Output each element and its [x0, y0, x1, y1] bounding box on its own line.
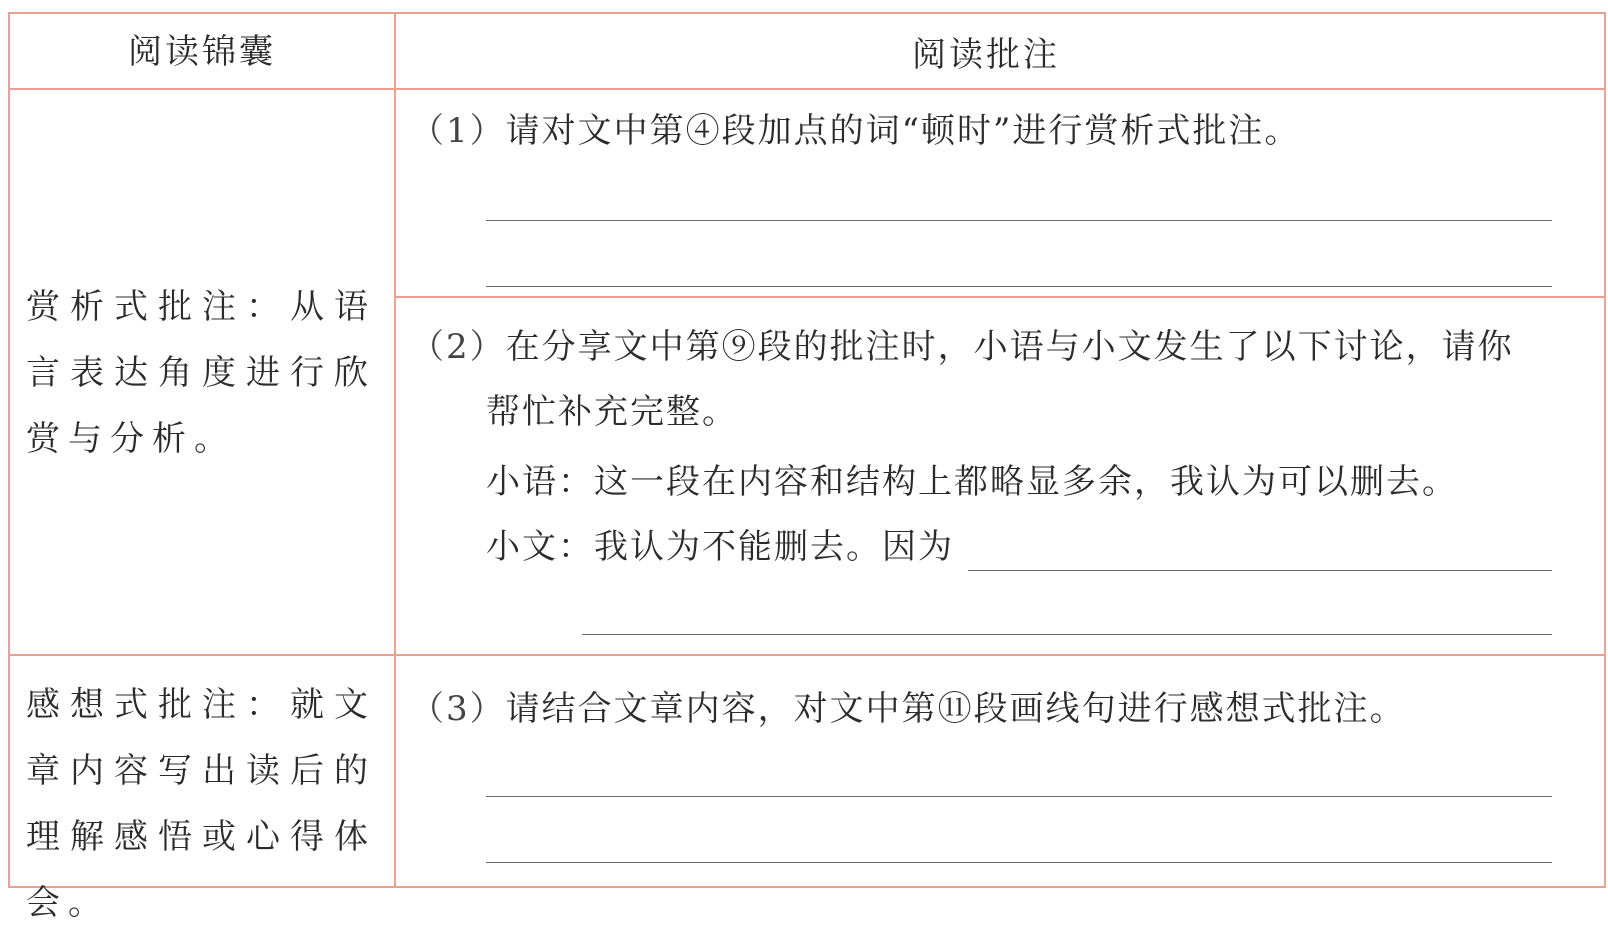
tip-appreciation-annotation: 赏析式批注：从语言表达角度进行欣赏与分析。	[26, 287, 376, 459]
question-1-text: 请对文中第④段加点的词“顿时”进行赏析式批注。	[505, 111, 1301, 151]
answer-line-3b[interactable]	[486, 862, 1552, 863]
table-left-border	[8, 12, 10, 888]
answer-line-1b[interactable]	[486, 286, 1552, 287]
question-3	[410, 689, 1406, 729]
question-1	[410, 111, 1301, 151]
header-reading-tips: 阅读锦囊	[128, 32, 276, 72]
tip-reflection-annotation: 感想式批注：就文章内容写出读后的理解感悟或心得体会。	[26, 685, 376, 923]
xiaowen-statement: 小文：我认为不能删去。因为	[486, 527, 954, 567]
question-2-text: 在分享文中第⑨段的批注时，小语与小文发生了以下讨论，请你	[505, 327, 1514, 367]
answer-line-3a[interactable]	[486, 796, 1552, 797]
table-right-border	[1604, 12, 1606, 888]
column-divider	[394, 12, 396, 888]
header-divider	[8, 88, 1606, 90]
question-2-number: （2）	[410, 327, 506, 367]
xiaoyu-statement: 小语：这一段在内容和结构上都略显多余，我认为可以删去。	[486, 462, 1458, 502]
question-2-line-2: 帮忙补充完整。	[486, 392, 738, 432]
question-3-text: 请结合文章内容，对文中第⑪段画线句进行感想式批注。	[505, 689, 1406, 729]
question-3-number: （3）	[410, 689, 506, 729]
q1-q2-divider	[394, 296, 1606, 298]
row-divider	[8, 654, 1606, 656]
table-top-border	[8, 12, 1606, 14]
answer-line-2a[interactable]	[968, 570, 1552, 571]
answer-line-1a[interactable]	[486, 220, 1552, 221]
answer-line-2b[interactable]	[582, 634, 1552, 635]
header-reading-annotation: 阅读批注	[912, 35, 1060, 75]
question-2-line-1	[410, 327, 1514, 367]
question-1-number: （1）	[410, 111, 506, 151]
